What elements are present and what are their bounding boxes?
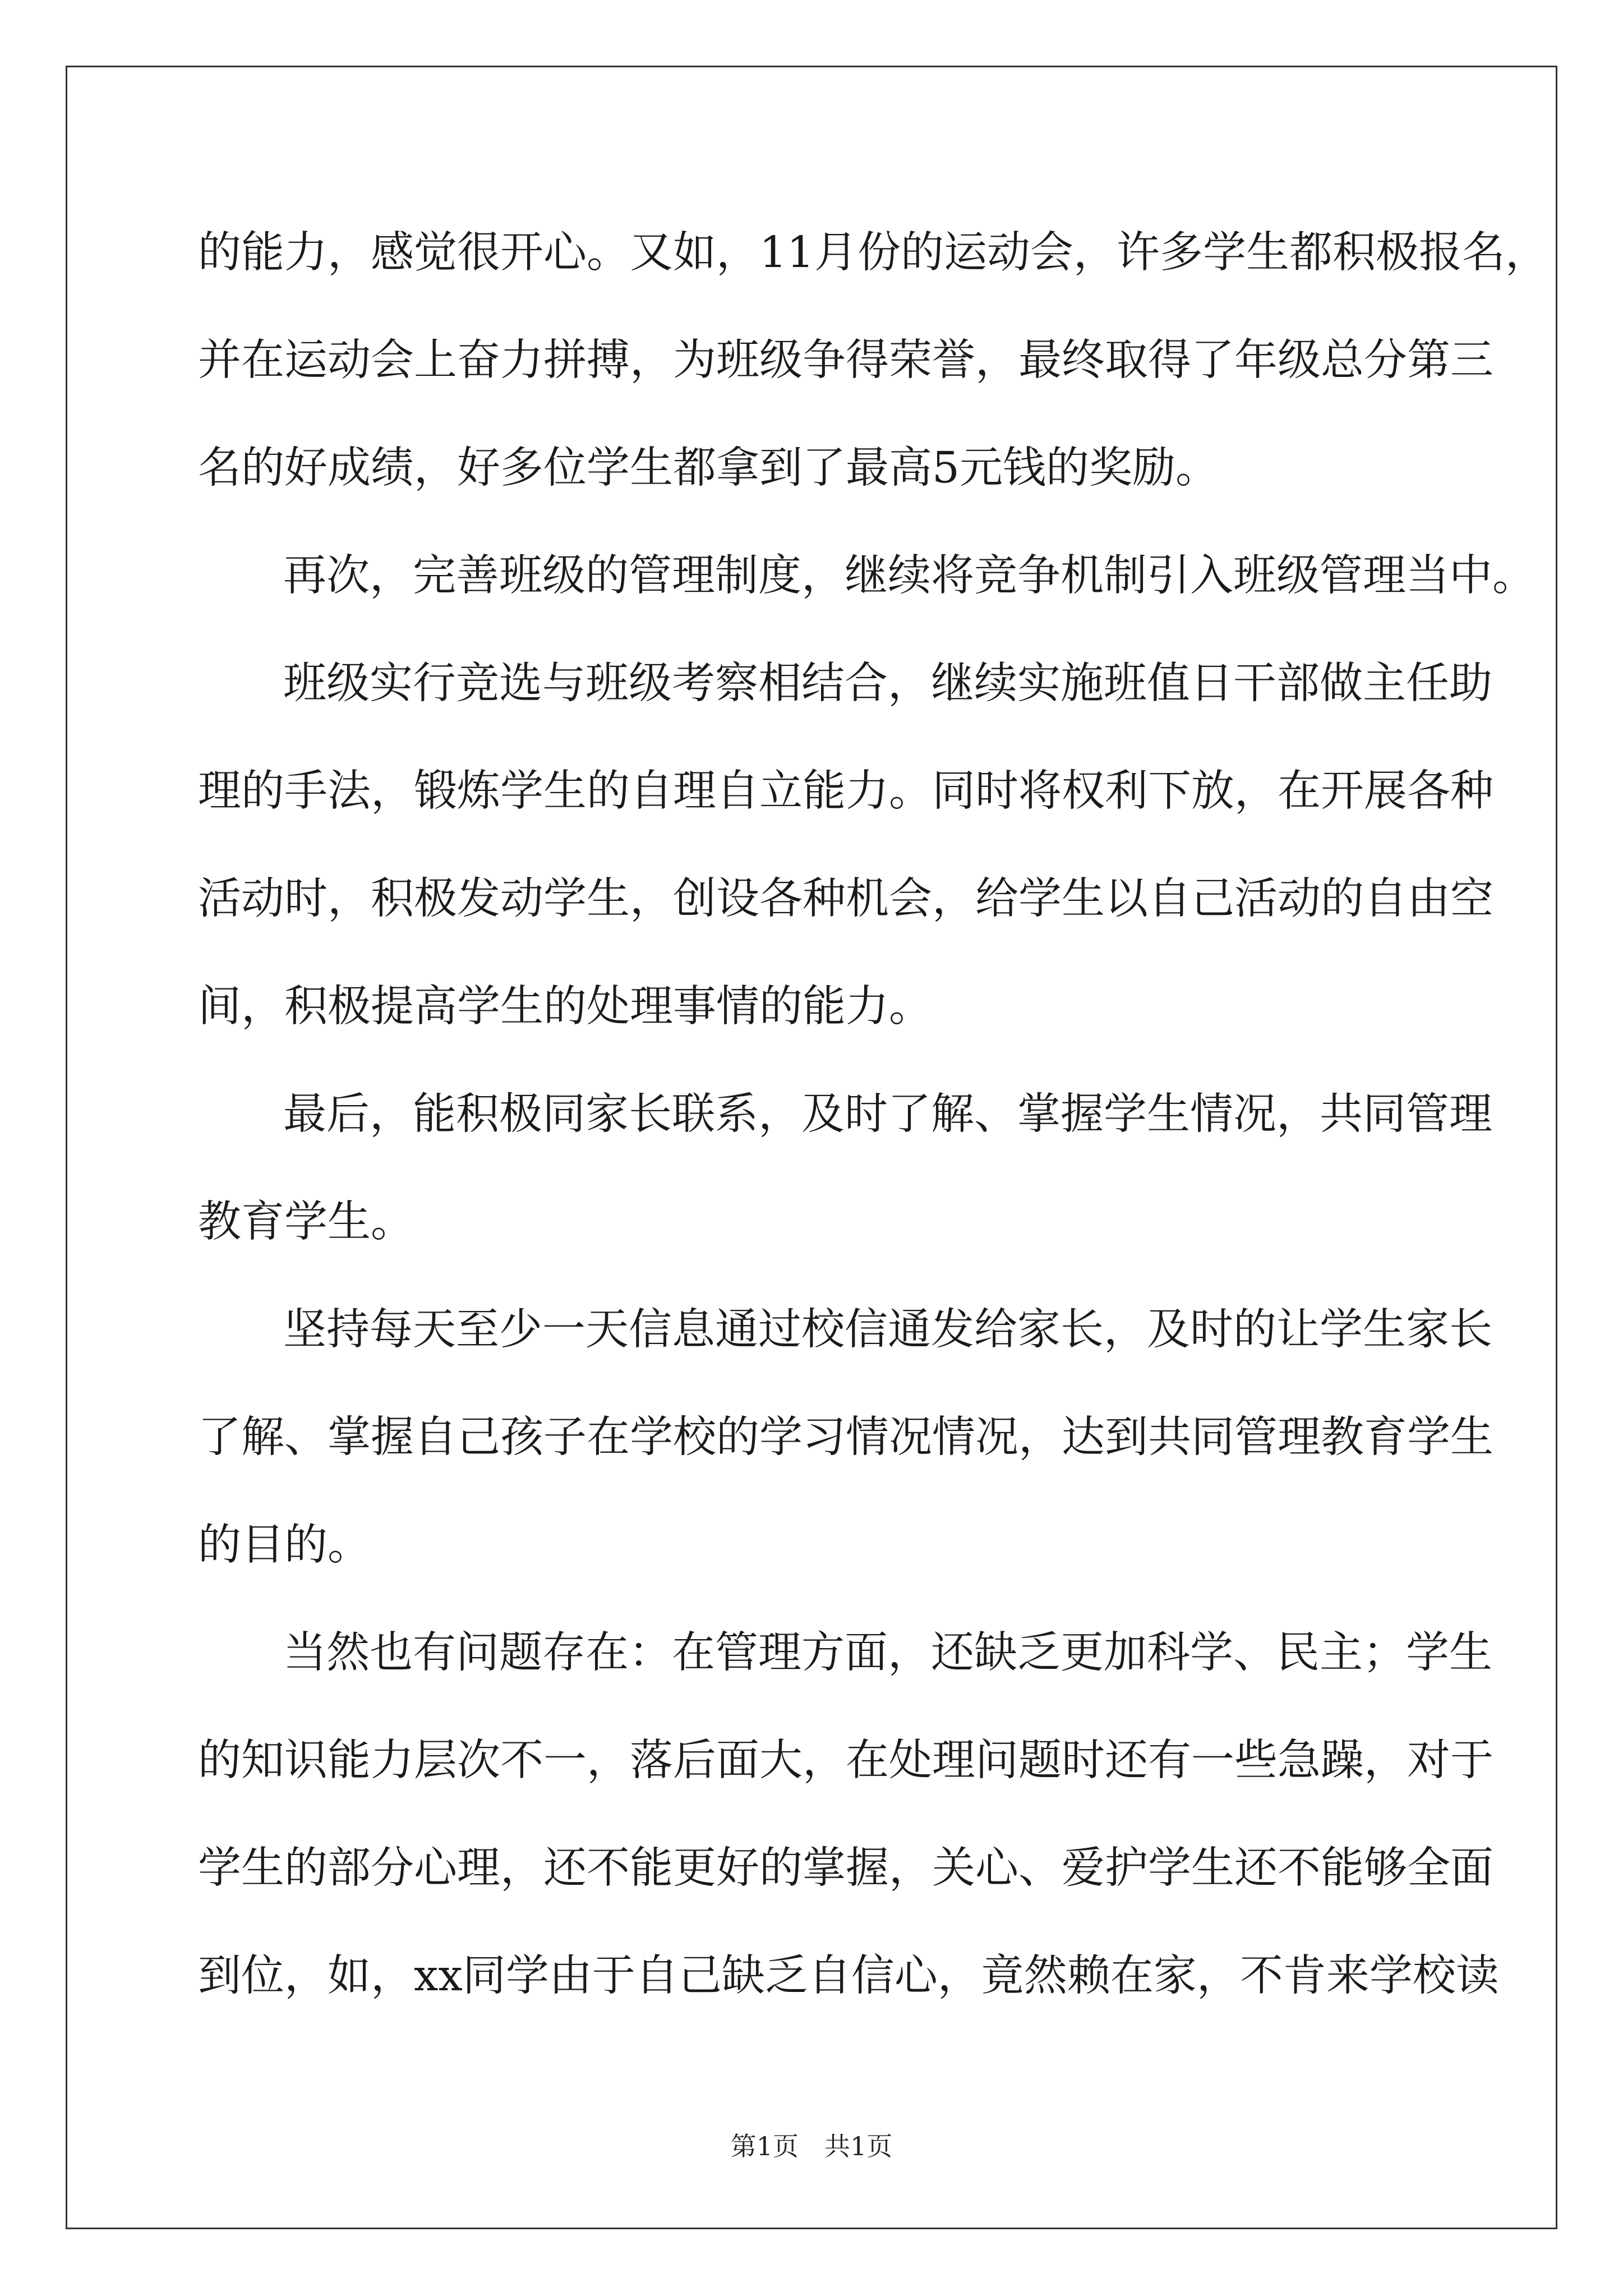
text-line: 的知识能力层次不一，落后面大，在处理问题时还有一些急躁，对于 bbox=[198, 1736, 1493, 1786]
text-line: 并在运动会上奋力拼搏，为班级争得荣誉，最终取得了年级总分第三 bbox=[198, 335, 1493, 385]
text-line: 当然也有问题存在：在管理方面，还缺乏更加科学、民主；学生 bbox=[283, 1628, 1492, 1678]
text-line: 班级实行竞选与班级考察相结合，继续实施班值日干部做主任助 bbox=[283, 659, 1492, 708]
text-line: 名的好成绩，好多位学生都拿到了最高5元钱的奖励。 bbox=[198, 443, 1219, 493]
text-line: 到位，如，xx同学由于自己缺乏自信心，竟然赖在家，不肯来学校读 bbox=[198, 1951, 1499, 2001]
document-body bbox=[198, 199, 1548, 2030]
text-line: 了解、掌握自己孩子在学校的学习情况情况，达到共同管理教育学生 bbox=[198, 1412, 1493, 1462]
text-line: 最后，能积极同家长联系，及时了解、掌握学生情况，共同管理 bbox=[283, 1089, 1492, 1139]
text-line: 再次，完善班级的管理制度，继续将竞争机制引入班级管理当中。 bbox=[283, 551, 1536, 601]
text-line: 教育学生。 bbox=[198, 1197, 414, 1247]
text-line: 活动时，积极发动学生，创设各种机会，给学生以自己活动的自由空 bbox=[198, 874, 1493, 924]
text-line: 坚持每天至少一天信息通过校信通发给家长，及时的让学生家长 bbox=[283, 1305, 1492, 1355]
text-line: 的目的。 bbox=[198, 1520, 371, 1570]
text-line: 间，积极提高学生的处理事情的能力。 bbox=[198, 982, 932, 1032]
text-line: 的能力，感觉很开心。又如，11月份的运动会，许多学生都积极报名， bbox=[198, 228, 1548, 278]
text-line: 学生的部分心理，还不能更好的掌握，关心、爱护学生还不能够全面 bbox=[198, 1843, 1493, 1893]
page-number-footer: 第1页 共1页 bbox=[730, 2131, 893, 2161]
text-line: 理的手法，锻炼学生的自理自立能力。同时将权利下放，在开展各种 bbox=[198, 766, 1493, 816]
